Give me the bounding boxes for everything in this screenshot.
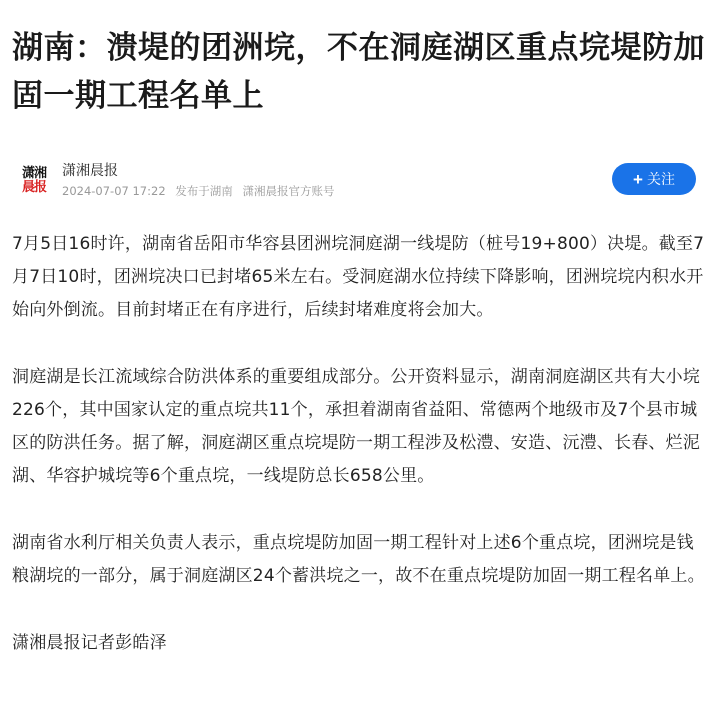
article-meta [12,160,708,204]
meta-info [62,182,340,200]
publish-datetime: 2024-07-07 17:22 [62,184,166,198]
source-logo-line2: 晨报 [21,180,46,195]
source-logo-line1: 潇湘 [21,166,46,181]
paragraph: 湖南省水利厅相关负责人表示，重点垸堤防加固一期工程针对上述6个重点垸，团洲垸是钱粮湖垸的一部分，属于洞庭湖区24个蓄洪垸之一，故不在重点垸堤防加固一期工程名单上。 [12,533,705,586]
follow-button[interactable] [612,163,696,195]
plus-icon: + [633,169,643,189]
article-body [12,228,708,660]
source-name[interactable]: 潇湘晨报 [62,163,118,179]
paragraph: 洞庭湖是长江流域综合防洪体系的重要组成部分。公开资料显示，湖南洞庭湖区共有大小垸226个，其中国家认定的重点垸共11个，承担着湖南省益阳、常德两个地级市及7个县市城区的防洪任务。据了解，洞庭湖区重点垸堤防一期工程涉及松澧、安造、沅澧、长春、烂泥湖、华容护城垸等6个重点垸，一线堤防总长658公里。 [12,367,700,486]
paragraph: 7月5日16时许，湖南省岳阳市华容县团洲垸洞庭湖一线堤防（桩号19+800）决堤。截至7月7日10时，团洲垸决口已封堵65米左右。受洞庭湖水位持续下降影响，团洲垸垸内积水开始向外倒流。目前封堵正在有序进行，后续封堵难度将会加大。 [12,234,705,320]
reporter-byline: 潇湘晨报记者彭皓泽 [12,633,167,653]
account-label: 潇湘晨报官方账号 [242,184,335,198]
publish-location: 发布于湖南 [175,184,233,198]
source-logo[interactable] [16,166,52,196]
article-title: 湖南：溃堤的团洲垸，不在洞庭湖区重点垸堤防加固一期工程名单上 [12,30,705,114]
follow-button-label: 关注 [646,171,675,187]
